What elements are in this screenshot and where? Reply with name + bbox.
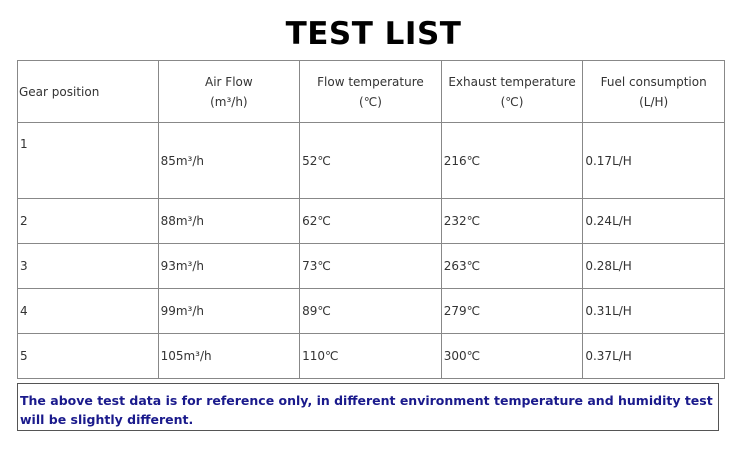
cell-gear: 4 bbox=[18, 289, 159, 334]
test-data-table bbox=[17, 60, 725, 379]
table-row bbox=[18, 244, 725, 289]
cell-fuel-consumption: 0.37L/H bbox=[583, 334, 725, 379]
cell-gear: 1 bbox=[18, 123, 159, 199]
table-header-row bbox=[18, 61, 725, 123]
cell-air-flow: 105m³/h bbox=[158, 334, 300, 379]
cell-air-flow: 93m³/h bbox=[158, 244, 300, 289]
cell-flow-temperature: 110℃ bbox=[300, 334, 442, 379]
reference-note-box bbox=[17, 383, 719, 431]
cell-exhaust-temperature: 216℃ bbox=[441, 123, 583, 199]
table-row bbox=[18, 289, 725, 334]
header-air-flow: Air Flow (m³/h) bbox=[158, 61, 300, 123]
reference-note-text: The above test data is for reference only, in different environment temperature and humidity test will be slightly different. bbox=[20, 393, 713, 427]
cell-exhaust-temperature: 232℃ bbox=[441, 199, 583, 244]
header-gear-position: Gear position bbox=[18, 61, 159, 123]
header-fuel-consumption: Fuel consumption (L/H) bbox=[583, 61, 725, 123]
cell-fuel-consumption: 0.28L/H bbox=[583, 244, 725, 289]
cell-flow-temperature: 62℃ bbox=[300, 199, 442, 244]
cell-flow-temperature: 52℃ bbox=[300, 123, 442, 199]
table-row bbox=[18, 199, 725, 244]
cell-fuel-consumption: 0.17L/H bbox=[583, 123, 725, 199]
page-title: TEST LIST bbox=[285, 16, 462, 52]
cell-air-flow: 85m³/h bbox=[158, 123, 300, 199]
cell-exhaust-temperature: 263℃ bbox=[441, 244, 583, 289]
cell-air-flow: 88m³/h bbox=[158, 199, 300, 244]
table-row bbox=[18, 123, 725, 199]
cell-flow-temperature: 89℃ bbox=[300, 289, 442, 334]
table-row bbox=[18, 334, 725, 379]
cell-gear: 5 bbox=[18, 334, 159, 379]
cell-exhaust-temperature: 300℃ bbox=[441, 334, 583, 379]
header-exhaust-temperature: Exhaust temperature (℃) bbox=[441, 61, 583, 123]
cell-fuel-consumption: 0.31L/H bbox=[583, 289, 725, 334]
cell-gear: 3 bbox=[18, 244, 159, 289]
cell-flow-temperature: 73℃ bbox=[300, 244, 442, 289]
header-flow-temperature: Flow temperature (℃) bbox=[300, 61, 442, 123]
cell-gear: 2 bbox=[18, 199, 159, 244]
cell-air-flow: 99m³/h bbox=[158, 289, 300, 334]
cell-fuel-consumption: 0.24L/H bbox=[583, 199, 725, 244]
cell-exhaust-temperature: 279℃ bbox=[441, 289, 583, 334]
